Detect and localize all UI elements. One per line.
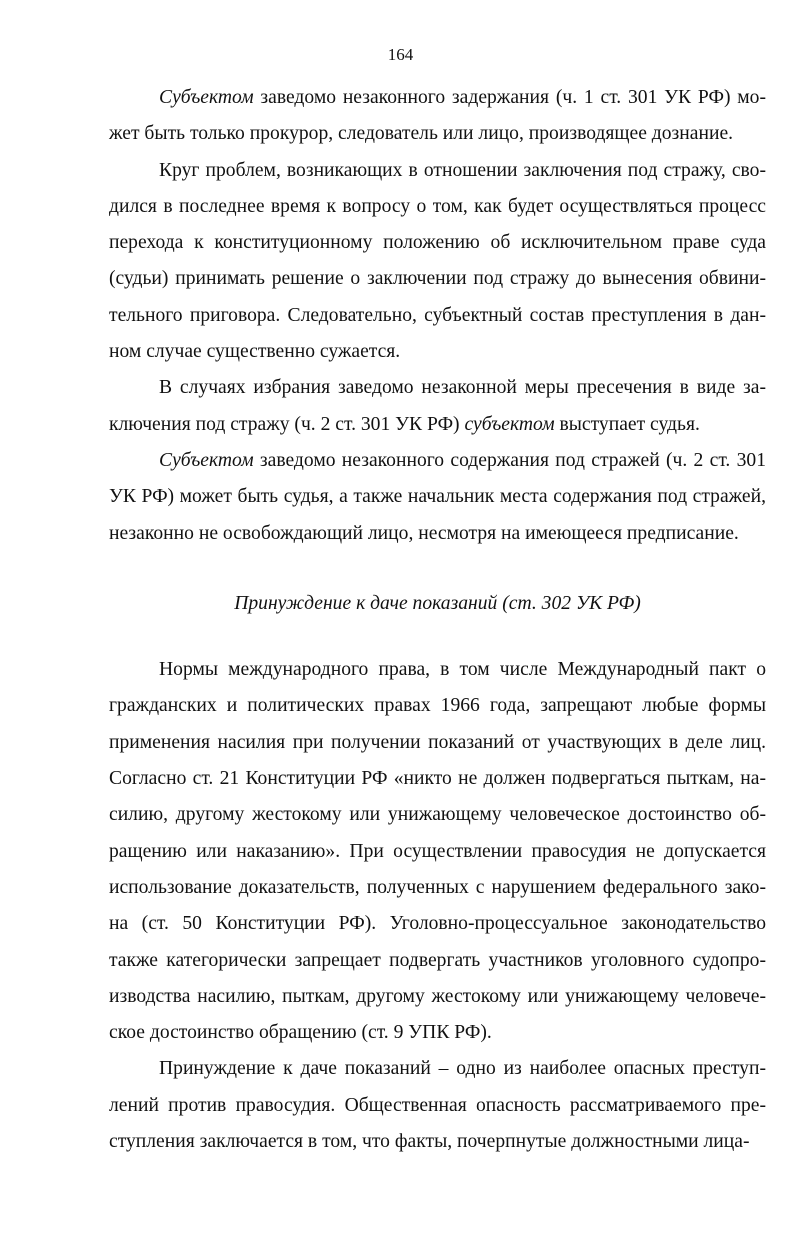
text-segment: ращению или наказанию». При осуществлении правосудия не допускается [109, 840, 766, 862]
paragraph-line [109, 370, 766, 406]
paragraph-line [109, 725, 766, 761]
paragraph [109, 652, 766, 1051]
paragraph-line [109, 225, 766, 261]
text-segment: жет быть только прокурор, следователь или лицо, производящее дознание. [109, 123, 734, 145]
paragraph-line [109, 979, 766, 1015]
text-segment: Нормы международного права, в том числе Международный пакт о [159, 659, 766, 681]
paragraph-line [109, 1124, 766, 1160]
text-segment: выступает судья. [554, 413, 700, 435]
text-segment: заведомо незаконного задержания (ч. 1 ст. 301 УК РФ) мо- [253, 87, 766, 108]
text-segment: заведомо незаконного содержания под стражей (ч. 2 ст. 301 [253, 449, 766, 471]
paragraph-line [109, 334, 766, 370]
paragraph [109, 153, 766, 371]
text-segment: дился в последнее время к вопросу о том, как будет осуществляться процесс [109, 195, 766, 217]
text-segment: В случаях избрания заведомо незаконной меры пресечения в виде за- [159, 377, 766, 399]
text-segment: УК РФ) может быть судья, а также начальник места содержания под стражей, [109, 486, 766, 508]
italic-term: Субъектом [159, 449, 254, 471]
text-segment: незаконно не освобождающий лицо, несмотря на имеющееся предписание. [109, 522, 739, 544]
text-segment: применения насилия при получении показаний от участвующих в деле лиц. [109, 731, 766, 753]
paragraph-line [109, 479, 766, 515]
paragraph-line [109, 870, 766, 906]
paragraph [109, 443, 766, 552]
paragraph-line [109, 516, 766, 552]
body-text [109, 80, 766, 1160]
text-segment: Согласно ст. 21 Конституции РФ «никто не должен подвергаться пыткам, на- [109, 768, 766, 790]
italic-term: Субъектом [159, 87, 254, 108]
paragraph-line [109, 834, 766, 870]
text-segment: использование доказательств, полученных с нарушением федерального зако- [109, 876, 766, 898]
paragraph-line [109, 407, 766, 443]
paragraph-line [109, 443, 766, 479]
paragraph-line [109, 153, 766, 189]
paragraph-line [109, 1015, 766, 1051]
text-segment: лений против правосудия. Общественная опасность рассматриваемого пре- [109, 1094, 766, 1116]
paragraph-line [109, 1088, 766, 1124]
paragraph [109, 1051, 766, 1160]
page-number: 164 [387, 45, 414, 64]
italic-term: субъектом [464, 413, 555, 435]
spacer [109, 622, 766, 652]
text-segment: ключения под стражу (ч. 2 ст. 301 УК РФ) [109, 413, 465, 435]
text-segment: тельного приговора. Следовательно, субъектный состав преступления в дан- [109, 304, 766, 326]
paragraph-line [109, 688, 766, 724]
paragraph-line [109, 261, 766, 297]
text-segment: также категорически запрещает подвергать участников уголовного судопро- [109, 949, 766, 971]
spacer [109, 552, 766, 586]
text-segment: ном случае существенно сужается. [109, 341, 401, 363]
paragraph-line [109, 761, 766, 797]
paragraph [109, 80, 766, 153]
text-segment: Круг проблем, возникающих в отношении заключения под стражу, сво- [159, 159, 766, 181]
paragraph [109, 370, 766, 443]
paragraph-line [109, 943, 766, 979]
text-segment: перехода к конституционному положению об исключительном праве суда [109, 232, 766, 254]
paragraph-line [109, 1051, 766, 1087]
text-segment: на (ст. 50 Конституции РФ). Уголовно-процессуальное законодательство [109, 913, 766, 935]
paragraph-line [109, 298, 766, 334]
text-segment: Принуждение к даче показаний – одно из наиболее опасных преступ- [159, 1058, 766, 1080]
paragraph-line [109, 906, 766, 942]
paragraph-line [109, 189, 766, 225]
paragraph-line [109, 797, 766, 833]
paragraph-line [109, 116, 766, 152]
text-segment: гражданских и политических правах 1966 года, запрещают любые формы [109, 695, 766, 717]
text-segment: ступления заключается в том, что факты, почерпнутые должностными лица- [109, 1131, 750, 1153]
text-segment: (судьи) принимать решение о заключении под стражу до вынесения обвини- [109, 268, 766, 290]
paragraph-line [109, 652, 766, 688]
text-segment: ское достоинство обращению (ст. 9 УПК РФ). [109, 1022, 492, 1044]
section-heading: Принуждение к даче показаний (ст. 302 УК РФ) [234, 592, 641, 614]
paragraph-line [109, 80, 766, 116]
text-segment: изводства насилию, пыткам, другому жестокому или унижающему человече- [109, 985, 766, 1007]
text-segment: силию, другому жестокому или унижающему человеческое достоинство об- [109, 804, 766, 826]
